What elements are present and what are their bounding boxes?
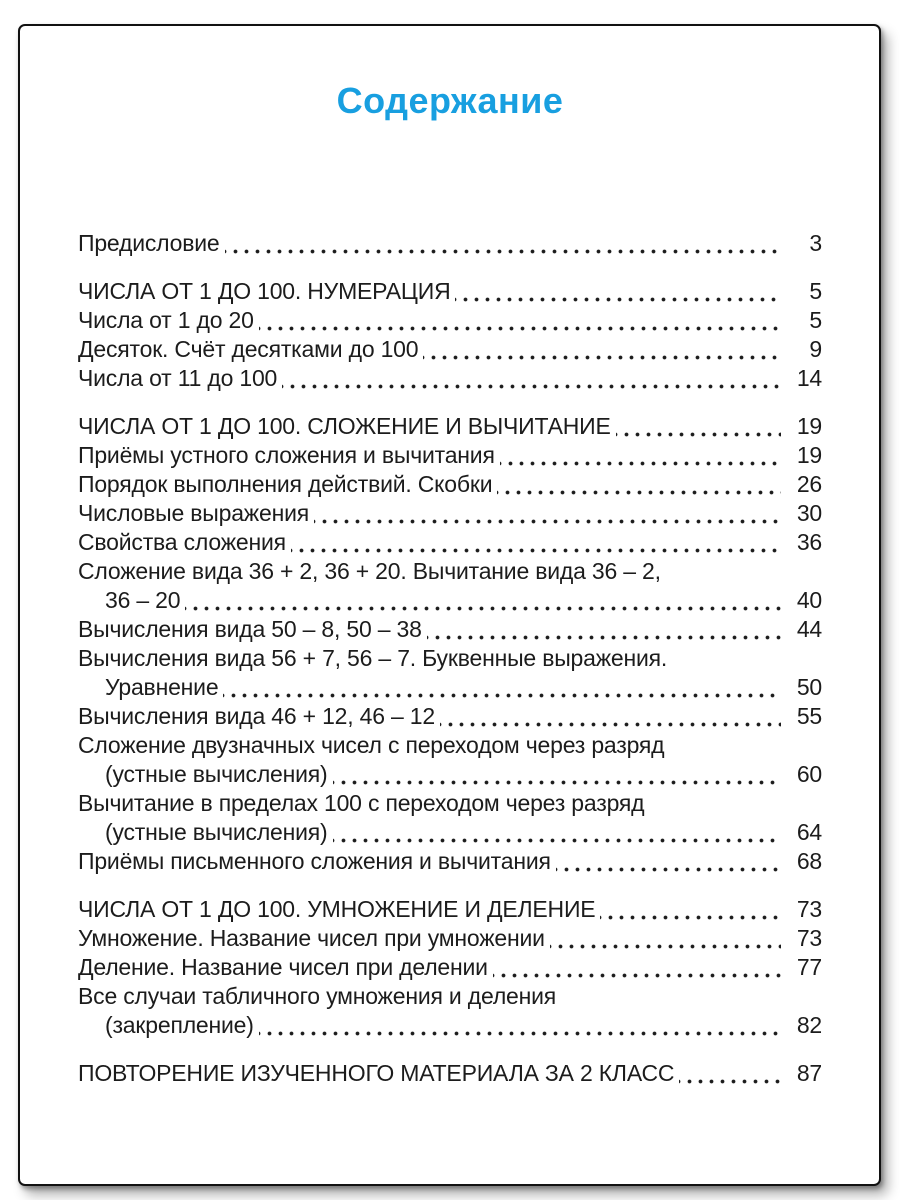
dot-leader [440, 702, 781, 731]
toc-entry-text: Вычитание в пределах 100 с переходом через разряд [78, 790, 645, 816]
toc-entry [78, 277, 822, 306]
dot-leader [259, 1011, 781, 1040]
toc-entry-text: Порядок выполнения действий. Скобки [78, 471, 493, 497]
toc-entry-text: Предисловие [78, 230, 220, 256]
page-number: 3 [809, 230, 822, 256]
dot-leader [493, 953, 781, 982]
page-number: 82 [796, 1012, 822, 1038]
toc-entry-text: ЧИСЛА ОТ 1 ДО 100. НУМЕРАЦИЯ [78, 278, 451, 304]
dot-leader [333, 760, 781, 789]
book-page [18, 24, 881, 1186]
toc-entry-text: Сложение двузначных чисел с переходом через разряд [78, 732, 665, 758]
toc-entry [78, 229, 822, 258]
page-number: 5 [809, 307, 822, 333]
toc-entry-text: (закрепление) [105, 1012, 254, 1038]
dot-leader [291, 528, 781, 557]
page-number: 60 [796, 761, 822, 787]
toc-entry [78, 470, 822, 499]
dot-leader [314, 499, 781, 528]
toc-entry-text: Свойства сложения [78, 529, 286, 555]
toc-entry [78, 412, 822, 441]
dot-leader [600, 895, 781, 924]
toc-entry [78, 818, 822, 847]
dot-leader [333, 818, 781, 847]
toc-entry-text: (устные вычисления) [105, 761, 328, 787]
toc-entry [78, 953, 822, 982]
toc-entry-text: Уравнение [105, 674, 219, 700]
toc-entry-text: ПОВТОРЕНИЕ ИЗУЧЕННОГО МАТЕРИАЛА ЗА 2 КЛАСС [78, 1060, 675, 1086]
page-number: 5 [809, 278, 822, 304]
dot-leader [282, 364, 781, 393]
dot-leader [423, 335, 781, 364]
toc-entry [78, 528, 822, 557]
toc-entry [78, 557, 822, 586]
toc-entry [78, 731, 822, 760]
page-number: 87 [796, 1060, 822, 1086]
toc-entry-text: Вычисления вида 46 + 12, 46 – 12 [78, 703, 435, 729]
page-title: Содержание [336, 80, 564, 121]
page-number: 50 [796, 674, 822, 700]
dot-leader [550, 924, 781, 953]
toc-entry [78, 335, 822, 364]
toc-entry [78, 895, 822, 924]
toc-entry [78, 615, 822, 644]
toc-entry [78, 1011, 822, 1040]
toc-entry-text: 36 – 20 [105, 587, 181, 613]
toc-entry-text: Все случаи табличного умножения и деления [78, 983, 557, 1009]
toc-entry-text: Вычисления вида 56 + 7, 56 – 7. Буквенные выражения. [78, 645, 668, 671]
page-number: 19 [796, 413, 822, 439]
toc-entry [78, 644, 822, 673]
page-number: 73 [796, 925, 822, 951]
toc-entry-text: Приёмы устного сложения и вычитания [78, 442, 495, 468]
toc-entry-text: ЧИСЛА ОТ 1 ДО 100. СЛОЖЕНИЕ И ВЫЧИТАНИЕ [78, 413, 611, 439]
dot-leader [500, 441, 781, 470]
toc-entry-text: Числа от 1 до 20 [78, 307, 254, 333]
dot-leader [259, 306, 781, 335]
page-number: 14 [796, 365, 822, 391]
toc-entry [78, 586, 822, 615]
toc-entry [78, 924, 822, 953]
toc-entry-text: Сложение вида 36 + 2, 36 + 20. Вычитание вида 36 – 2, [78, 558, 661, 584]
toc-entry [78, 789, 822, 818]
page-number: 40 [796, 587, 822, 613]
page-number: 55 [796, 703, 822, 729]
toc-entry-text: Числовые выражения [78, 500, 309, 526]
dot-leader [427, 615, 781, 644]
dot-leader [556, 847, 781, 876]
toc-entry-text: Деление. Название чисел при делении [78, 954, 488, 980]
dot-leader [223, 673, 781, 702]
dot-leader [455, 277, 781, 306]
toc-entry [78, 364, 822, 393]
page-number: 73 [796, 896, 822, 922]
dot-leader [679, 1059, 781, 1088]
toc-list [78, 229, 822, 1088]
page-number: 26 [796, 471, 822, 497]
toc-entry [78, 441, 822, 470]
toc-entry [78, 760, 822, 789]
toc-entry [78, 673, 822, 702]
toc-entry [78, 306, 822, 335]
page-number: 30 [796, 500, 822, 526]
dot-leader [185, 586, 781, 615]
toc-entry [78, 702, 822, 731]
toc-entry-text: Десяток. Счёт десятками до 100 [78, 336, 419, 362]
toc-entry [78, 1059, 822, 1088]
toc-entry [78, 847, 822, 876]
toc-entry-text: Числа от 11 до 100 [78, 365, 278, 391]
toc-entry-text: Вычисления вида 50 – 8, 50 – 38 [78, 616, 422, 642]
page-number: 19 [796, 442, 822, 468]
page-number: 44 [796, 616, 822, 642]
page-number: 77 [796, 954, 822, 980]
toc-entry [78, 982, 822, 1011]
toc-entry-text: Умножение. Название чисел при умножении [78, 925, 545, 951]
dot-leader [225, 229, 781, 258]
toc-entry-text: Приёмы письменного сложения и вычитания [78, 848, 551, 874]
toc-entry [78, 499, 822, 528]
page-number: 68 [796, 848, 822, 874]
toc-entry-text: (устные вычисления) [105, 819, 328, 845]
dot-leader [616, 412, 781, 441]
dot-leader [497, 470, 781, 499]
page-number: 9 [809, 336, 822, 362]
page-number: 36 [796, 529, 822, 555]
page-number: 64 [796, 819, 822, 845]
toc-entry-text: ЧИСЛА ОТ 1 ДО 100. УМНОЖЕНИЕ И ДЕЛЕНИЕ [78, 896, 596, 922]
